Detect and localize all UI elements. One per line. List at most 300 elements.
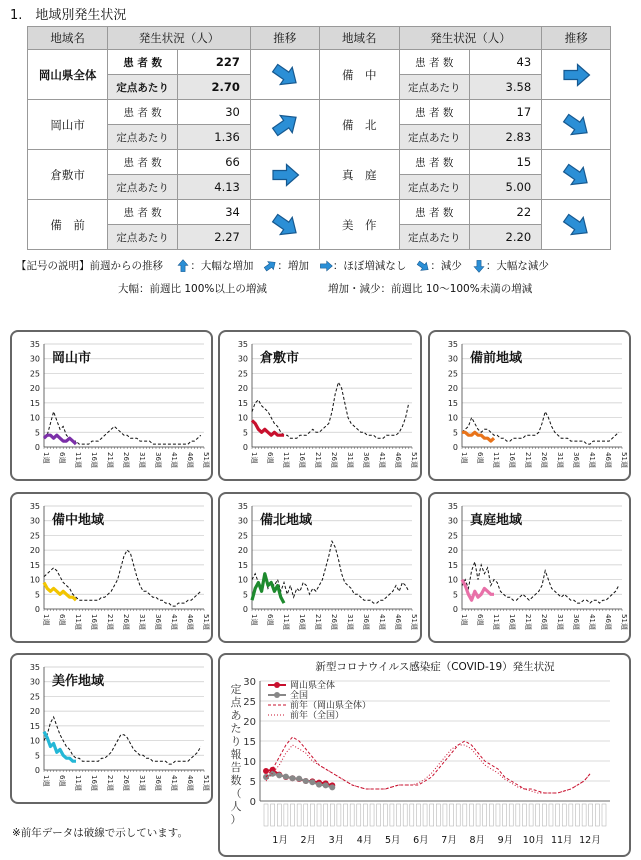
legend-items	[166, 260, 549, 272]
x-tick-label: 41週	[170, 775, 178, 791]
label-patients: 患 者 数	[108, 100, 178, 125]
y-tick-label: 5	[249, 777, 256, 788]
x-tick-label: 1週	[42, 452, 50, 464]
value-patients: 22	[469, 200, 541, 225]
x-tick-label: 16週	[90, 775, 98, 791]
x-tick-label: 26週	[330, 614, 338, 630]
legend-item	[416, 260, 462, 272]
trend-arrow-icon	[270, 110, 300, 140]
y-tick-label: 25	[29, 692, 40, 702]
x-tick-label: 6週	[266, 452, 274, 464]
x-tick-label: 26週	[540, 614, 548, 630]
label-per-point: 定点あたり	[108, 175, 178, 200]
week-tick-mark	[516, 804, 520, 826]
region-name: 岡山県全体	[28, 50, 108, 100]
y-tick-label: 0	[452, 605, 458, 614]
chart-kurashiki	[220, 332, 420, 479]
y-tick-label: 30	[29, 516, 40, 526]
value-patients: 66	[178, 150, 251, 175]
y-tick-label: 30	[29, 354, 40, 364]
value-patients: 17	[469, 100, 541, 125]
value-per-point: 2.20	[469, 225, 541, 250]
week-tick-mark	[556, 804, 560, 826]
y-tick-label: 25	[447, 531, 458, 541]
y-tick-label: 35	[447, 340, 458, 349]
x-tick-label: 21週	[524, 614, 532, 630]
series-line-current	[252, 421, 284, 436]
y-tick-label: 0	[242, 443, 248, 452]
legend-item-label: ：増加	[277, 260, 309, 272]
y-tick-label: 20	[243, 717, 256, 728]
trend-arrow-icon	[561, 160, 591, 190]
series-line-previous-year	[252, 541, 409, 603]
y-axis-label: 報	[230, 748, 242, 761]
arrow-shape	[561, 160, 591, 190]
y-tick-label: 25	[243, 697, 256, 708]
label-patients: 患 者 数	[399, 150, 469, 175]
week-tick-mark	[370, 804, 374, 826]
y-axis-label: あ	[230, 709, 242, 722]
region-name: 備 中	[319, 50, 399, 100]
week-tick-mark	[456, 804, 460, 826]
chart-covid	[220, 655, 629, 855]
y-tick-label: 10	[447, 575, 458, 585]
y-tick-label: 10	[29, 736, 40, 746]
x-month-label: 10月	[522, 835, 545, 846]
y-tick-label: 30	[447, 516, 458, 526]
trend-cell	[542, 150, 611, 200]
region-name: 倉敷市	[28, 150, 108, 200]
region-name: 岡山市	[28, 100, 108, 150]
week-tick-mark	[264, 804, 268, 826]
week-tick-mark	[291, 804, 295, 826]
week-tick-mark	[436, 804, 440, 826]
x-tick-label: 31週	[346, 452, 354, 468]
x-tick-label: 1週	[250, 452, 258, 464]
series-point	[309, 779, 315, 785]
week-tick-mark	[496, 804, 500, 826]
y-tick-label: 35	[29, 663, 40, 672]
x-tick-label: 16週	[90, 614, 98, 630]
region-name: 備 前	[28, 200, 108, 250]
value-per-point: 2.70	[178, 75, 251, 100]
y-tick-label: 10	[447, 413, 458, 423]
legend-item	[472, 260, 549, 272]
legend-item	[176, 260, 253, 272]
week-tick-mark	[416, 804, 420, 826]
x-month-label: 3月	[328, 835, 345, 846]
legend-label: 前年（岡山県全体）	[290, 701, 372, 711]
week-tick-mark	[297, 804, 301, 826]
week-tick-mark	[284, 804, 288, 826]
x-tick-label: 16週	[508, 614, 516, 630]
y-axis-label: 定	[230, 683, 242, 696]
trend-cell	[250, 50, 319, 100]
trend-cell	[250, 150, 319, 200]
y-tick-label: 25	[29, 369, 40, 379]
legend-label: 全国	[290, 691, 309, 701]
y-tick-label: 30	[237, 516, 248, 526]
trend-arrow-icon	[176, 259, 190, 273]
x-tick-label: 41週	[378, 614, 386, 630]
x-tick-label: 36週	[362, 614, 370, 630]
x-tick-label: 46週	[604, 452, 612, 468]
series-point	[323, 782, 329, 788]
x-tick-label: 1週	[42, 614, 50, 626]
value-per-point: 4.13	[178, 175, 251, 200]
value-per-point: 2.83	[469, 125, 541, 150]
y-tick-label: 20	[237, 546, 248, 556]
week-tick-mark	[390, 804, 394, 826]
week-tick-mark	[602, 804, 606, 826]
trend-arrow-icon	[561, 110, 591, 140]
chart-bicchu	[12, 494, 211, 641]
series-point	[303, 778, 309, 784]
chart-title: 備中地域	[52, 513, 105, 528]
x-tick-label: 6週	[476, 614, 484, 626]
x-tick-label: 41週	[378, 452, 386, 468]
legend-title: 【記号の説明】前週からの推移	[16, 260, 163, 272]
week-tick-mark	[483, 804, 487, 826]
series-line-current	[462, 432, 494, 441]
y-tick-label: 20	[447, 546, 458, 556]
week-tick-mark	[469, 804, 473, 826]
y-tick-label: 30	[237, 354, 248, 364]
legend-item-label: ：大幅な減少	[485, 260, 549, 272]
col-trend: 推移	[250, 27, 319, 50]
x-tick-label: 6週	[58, 614, 66, 626]
y-tick-label: 30	[447, 354, 458, 364]
x-tick-label: 31週	[138, 614, 146, 630]
table-row	[28, 50, 611, 75]
y-tick-label: 20	[29, 384, 40, 394]
week-tick-mark	[569, 804, 573, 826]
x-tick-label: 36週	[572, 614, 580, 630]
x-tick-label: 21週	[314, 452, 322, 468]
col-region: 地域名	[319, 27, 399, 50]
arrow-shape	[273, 164, 299, 185]
y-axis-label: ）	[230, 813, 242, 826]
x-tick-label: 6週	[476, 452, 484, 464]
y-axis-label: （	[230, 787, 242, 800]
x-tick-label: 6週	[58, 775, 66, 787]
label-patients: 患 者 数	[399, 100, 469, 125]
x-tick-label: 41週	[588, 614, 596, 630]
chart-maniwa	[430, 494, 629, 641]
trend-arrow-icon	[319, 259, 333, 273]
x-tick-label: 11週	[74, 775, 82, 791]
trend-cell	[250, 100, 319, 150]
y-tick-label: 35	[237, 502, 248, 511]
y-axis-label: た	[230, 722, 242, 735]
series-point	[316, 782, 322, 788]
y-tick-label: 10	[237, 575, 248, 585]
table-row	[28, 150, 611, 175]
value-per-point: 2.27	[178, 225, 251, 250]
x-tick-label: 1週	[460, 614, 468, 626]
x-tick-label: 31週	[556, 452, 564, 468]
label-per-point: 定点あたり	[108, 75, 178, 100]
value-per-point: 5.00	[469, 175, 541, 200]
y-tick-label: 5	[452, 428, 458, 438]
week-tick-mark	[271, 804, 275, 826]
x-tick-label: 31週	[346, 614, 354, 630]
y-tick-label: 20	[29, 707, 40, 717]
week-tick-mark	[443, 804, 447, 826]
table-row	[28, 200, 611, 225]
series-point	[283, 774, 289, 780]
chart-bizen	[430, 332, 629, 479]
week-tick-mark	[522, 804, 526, 826]
trend-arrow-icon	[472, 259, 486, 273]
week-tick-mark	[403, 804, 407, 826]
trend-arrow-icon	[263, 259, 277, 273]
chart-panel-kurashiki	[218, 330, 422, 481]
week-tick-mark	[549, 804, 553, 826]
x-tick-label: 1週	[250, 614, 258, 626]
y-tick-label: 35	[29, 340, 40, 349]
regional-status-table	[27, 26, 611, 250]
y-axis-label: 点	[230, 696, 242, 709]
y-tick-label: 25	[237, 531, 248, 541]
x-tick-label: 46週	[604, 614, 612, 630]
y-tick-label: 30	[29, 677, 40, 687]
y-tick-label: 15	[237, 398, 248, 408]
y-tick-label: 35	[29, 502, 40, 511]
legend-item	[319, 260, 407, 272]
week-tick-mark	[304, 804, 308, 826]
week-tick-mark	[463, 804, 467, 826]
chart-title: 新型コロナウイルス感染症（COVID-19）発生状況	[315, 661, 555, 673]
x-tick-label: 31週	[556, 614, 564, 630]
value-per-point: 1.36	[178, 125, 251, 150]
legend-marker	[274, 692, 280, 698]
legend-item-label: ：ほぼ増減なし	[332, 260, 407, 272]
arrow-shape	[320, 261, 332, 271]
x-tick-label: 16週	[298, 452, 306, 468]
label-per-point: 定点あたり	[399, 125, 469, 150]
x-tick-label: 41週	[170, 452, 178, 468]
x-tick-label: 46週	[186, 775, 194, 791]
x-tick-label: 31週	[138, 452, 146, 468]
label-patients: 患 者 数	[108, 50, 178, 75]
x-tick-label: 21週	[314, 614, 322, 630]
x-tick-label: 16週	[90, 452, 98, 468]
trend-cell	[250, 200, 319, 250]
week-tick-mark	[430, 804, 434, 826]
x-tick-label: 21週	[106, 614, 114, 630]
week-tick-mark	[383, 804, 387, 826]
series-line-current	[44, 732, 76, 762]
x-tick-label: 11週	[282, 452, 290, 468]
series-point	[276, 772, 282, 778]
y-tick-label: 25	[447, 369, 458, 379]
y-tick-label: 15	[237, 560, 248, 570]
series-line-previous-year	[462, 562, 619, 603]
value-patients: 227	[178, 50, 251, 75]
series-point	[290, 775, 296, 781]
x-tick-label: 31週	[138, 775, 146, 791]
x-tick-label: 16週	[298, 614, 306, 630]
label-per-point: 定点あたり	[108, 125, 178, 150]
y-tick-label: 15	[29, 560, 40, 570]
y-tick-label: 5	[242, 428, 248, 438]
week-tick-mark	[595, 804, 599, 826]
week-tick-mark	[509, 804, 513, 826]
x-tick-label: 6週	[58, 452, 66, 464]
col-status: 発生状況（人）	[399, 27, 541, 50]
week-tick-mark	[310, 804, 314, 826]
chart-panel-bicchu	[10, 492, 213, 643]
chart-panel-bizen	[428, 330, 631, 481]
x-tick-label: 41週	[588, 452, 596, 468]
week-tick-mark	[503, 804, 507, 826]
x-tick-label: 11週	[74, 614, 82, 630]
week-tick-mark	[476, 804, 480, 826]
week-tick-mark	[575, 804, 579, 826]
arrow-shape	[270, 110, 300, 140]
week-tick-mark	[536, 804, 540, 826]
x-tick-label: 46週	[186, 452, 194, 468]
x-tick-label: 26週	[122, 614, 130, 630]
x-month-label: 11月	[550, 835, 573, 846]
label-per-point: 定点あたり	[399, 175, 469, 200]
x-tick-label: 6週	[266, 614, 274, 626]
y-tick-label: 15	[447, 398, 458, 408]
x-tick-label: 1週	[42, 775, 50, 787]
x-tick-label: 26週	[122, 452, 130, 468]
y-tick-label: 10	[237, 413, 248, 423]
x-tick-label: 36週	[154, 775, 162, 791]
value-patients: 15	[469, 150, 541, 175]
chart-title: 岡山市	[52, 351, 92, 366]
week-tick-mark	[589, 804, 593, 826]
x-tick-label: 26週	[330, 452, 338, 468]
y-tick-label: 20	[237, 384, 248, 394]
chart-okayama-city	[12, 332, 211, 479]
section-heading: 1. 地域別発生状況	[10, 8, 127, 23]
week-tick-mark	[529, 804, 533, 826]
week-tick-mark	[377, 804, 381, 826]
y-tick-label: 20	[29, 546, 40, 556]
x-tick-label: 51週	[202, 775, 210, 791]
arrow-shape	[561, 210, 591, 240]
week-tick-mark	[363, 804, 367, 826]
label-patients: 患 者 数	[399, 50, 469, 75]
x-tick-label: 21週	[106, 775, 114, 791]
y-axis-label: り	[230, 735, 242, 748]
x-month-label: 1月	[272, 835, 288, 846]
x-tick-label: 46週	[394, 452, 402, 468]
value-patients: 34	[178, 200, 251, 225]
y-tick-label: 5	[34, 590, 40, 600]
trend-arrow-icon	[561, 210, 591, 240]
x-tick-label: 26週	[540, 452, 548, 468]
y-axis-label: 人	[230, 800, 242, 813]
series-line-current	[44, 435, 76, 444]
trend-cell	[542, 100, 611, 150]
chart-panel-mimasaka	[10, 653, 213, 804]
region-name: 備 北	[319, 100, 399, 150]
label-patients: 患 者 数	[399, 200, 469, 225]
x-month-label: 7月	[441, 835, 457, 846]
y-tick-label: 15	[243, 737, 256, 748]
trend-arrow-icon	[416, 259, 430, 273]
y-tick-label: 5	[242, 590, 248, 600]
y-tick-label: 35	[237, 340, 248, 349]
chart-title: 美作地域	[52, 674, 105, 689]
trend-arrow-icon	[270, 60, 300, 90]
x-month-label: 12月	[579, 835, 601, 846]
x-tick-label: 21週	[106, 452, 114, 468]
chart-title: 真庭地域	[470, 513, 523, 528]
week-tick-mark	[337, 804, 341, 826]
arrow-shape	[474, 260, 484, 272]
label-per-point: 定点あたり	[399, 225, 469, 250]
trend-cell	[542, 50, 611, 100]
arrow-shape	[178, 260, 188, 272]
week-tick-mark	[410, 804, 414, 826]
series-line-previous-year	[252, 382, 409, 438]
week-tick-mark	[397, 804, 401, 826]
x-tick-label: 51週	[620, 614, 628, 630]
series-point	[296, 776, 302, 782]
y-tick-label: 15	[29, 721, 40, 731]
week-tick-mark	[350, 804, 354, 826]
y-tick-label: 0	[34, 443, 40, 452]
trend-arrow-icon	[270, 210, 300, 240]
week-tick-mark	[317, 804, 321, 826]
arrow-shape	[564, 64, 590, 85]
y-tick-label: 30	[243, 677, 256, 688]
x-tick-label: 36週	[154, 614, 162, 630]
legend-note-change: 増加・減少：前週比 10～100%未満の増減	[328, 283, 533, 295]
x-tick-label: 21週	[524, 452, 532, 468]
y-tick-label: 5	[34, 428, 40, 438]
y-tick-label: 0	[249, 797, 256, 808]
week-tick-mark	[324, 804, 328, 826]
week-tick-mark	[357, 804, 361, 826]
arrow-shape	[416, 259, 430, 273]
col-region: 地域名	[28, 27, 108, 50]
y-tick-label: 10	[243, 757, 256, 768]
region-name: 真 庭	[319, 150, 399, 200]
value-patients: 30	[178, 100, 251, 125]
symbol-legend	[16, 258, 549, 273]
col-trend: 推移	[542, 27, 611, 50]
chart-panel-covid	[218, 653, 631, 857]
y-tick-label: 15	[29, 398, 40, 408]
x-tick-label: 16週	[508, 452, 516, 468]
y-tick-label: 0	[242, 605, 248, 614]
y-tick-label: 10	[29, 413, 40, 423]
chart-title: 備北地域	[260, 513, 313, 528]
y-tick-label: 35	[447, 502, 458, 511]
arrow-shape	[270, 210, 300, 240]
week-tick-mark	[582, 804, 586, 826]
chart-title: 倉敷市	[260, 351, 300, 366]
x-month-label: 2月	[300, 835, 317, 846]
x-month-label: 8月	[469, 835, 486, 846]
trend-arrow-icon	[561, 60, 591, 90]
table-body	[28, 50, 611, 250]
x-tick-label: 51週	[202, 614, 210, 630]
y-tick-label: 0	[34, 766, 40, 775]
x-month-label: 5月	[384, 835, 401, 846]
y-tick-label: 25	[29, 531, 40, 541]
x-tick-label: 36週	[362, 452, 370, 468]
y-axis-label: 数	[230, 774, 242, 787]
